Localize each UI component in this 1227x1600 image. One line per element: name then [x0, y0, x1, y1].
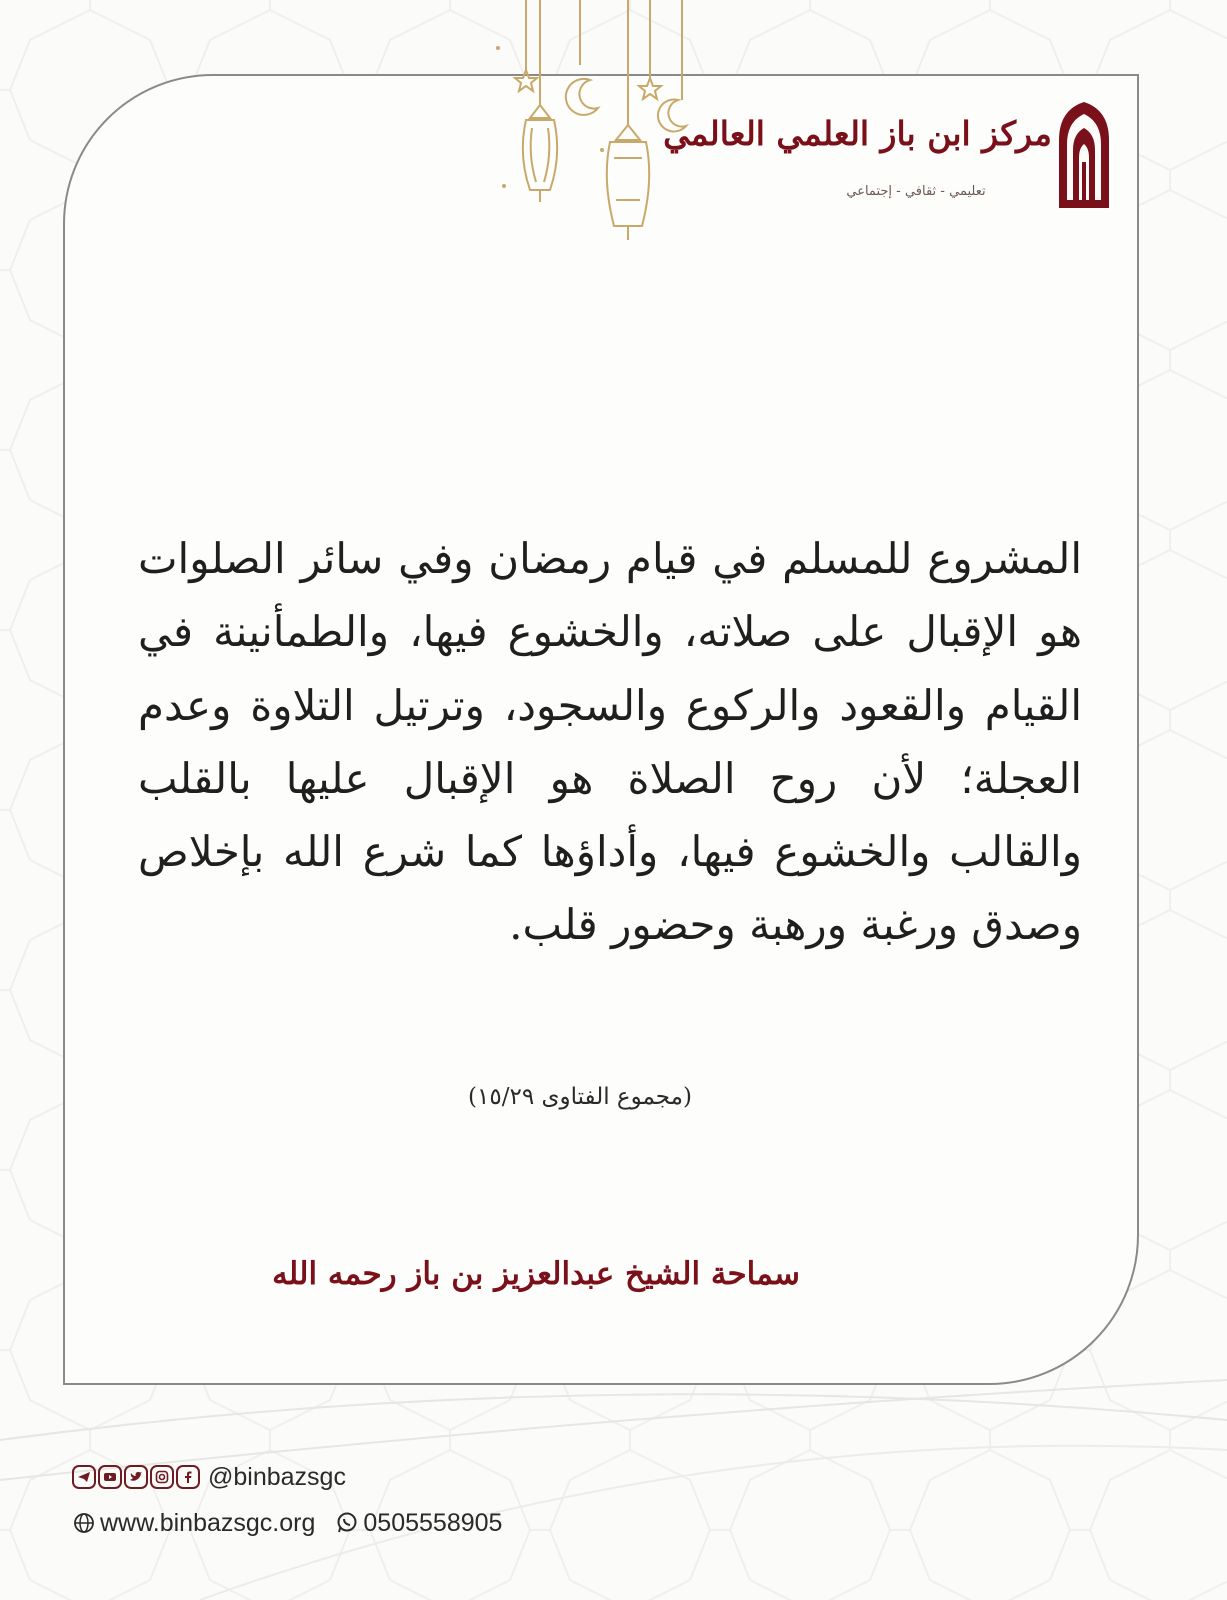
- quote-text: المشروع للمسلم في قيام رمضان وفي سائر الصلوات هو الإقبال على صلاته، والخشوع فيها، والطمأنينة في القيام والقعود والركوع والسجود، وترتيل التلاوة وعدم العجلة؛ لأن روح الصلاة هو الإقبال عليها بالقلب والقالب والخشوع فيها، وأداؤها كما شرع الله بإخلاص وصدق ورغبة ورهبة وحضور قلب.: [138, 534, 1082, 950]
- facebook-icon[interactable]: [176, 1465, 200, 1489]
- brand-tagline: تعليمي - ثقافي - إجتماعي: [846, 184, 986, 199]
- brand-logo: [663, 100, 1180, 210]
- brand-name: مركز ابن باز العلمي العالمي: [663, 114, 1052, 153]
- website-link[interactable]: www.binbazsgc.org: [100, 1508, 316, 1537]
- phone-number[interactable]: 0505558905: [363, 1508, 503, 1537]
- author-signature: سماحة الشيخ عبدالعزيز بن باز رحمه الله: [272, 1256, 800, 1292]
- whatsapp-icon: [335, 1511, 359, 1535]
- social-handle[interactable]: @binbazsgc: [208, 1462, 346, 1491]
- telegram-icon[interactable]: [72, 1465, 96, 1489]
- youtube-icon[interactable]: [98, 1465, 122, 1489]
- instagram-icon[interactable]: [150, 1465, 174, 1489]
- social-links: [72, 1460, 346, 1494]
- globe-icon: [72, 1511, 96, 1535]
- footer: [72, 1460, 672, 1570]
- mosque-arch-icon: [1055, 100, 1113, 208]
- source-reference: (مجموع الفتاوى ١٥/٢٩): [468, 1084, 692, 1110]
- contact-info: [72, 1506, 502, 1540]
- twitter-icon[interactable]: [124, 1465, 148, 1489]
